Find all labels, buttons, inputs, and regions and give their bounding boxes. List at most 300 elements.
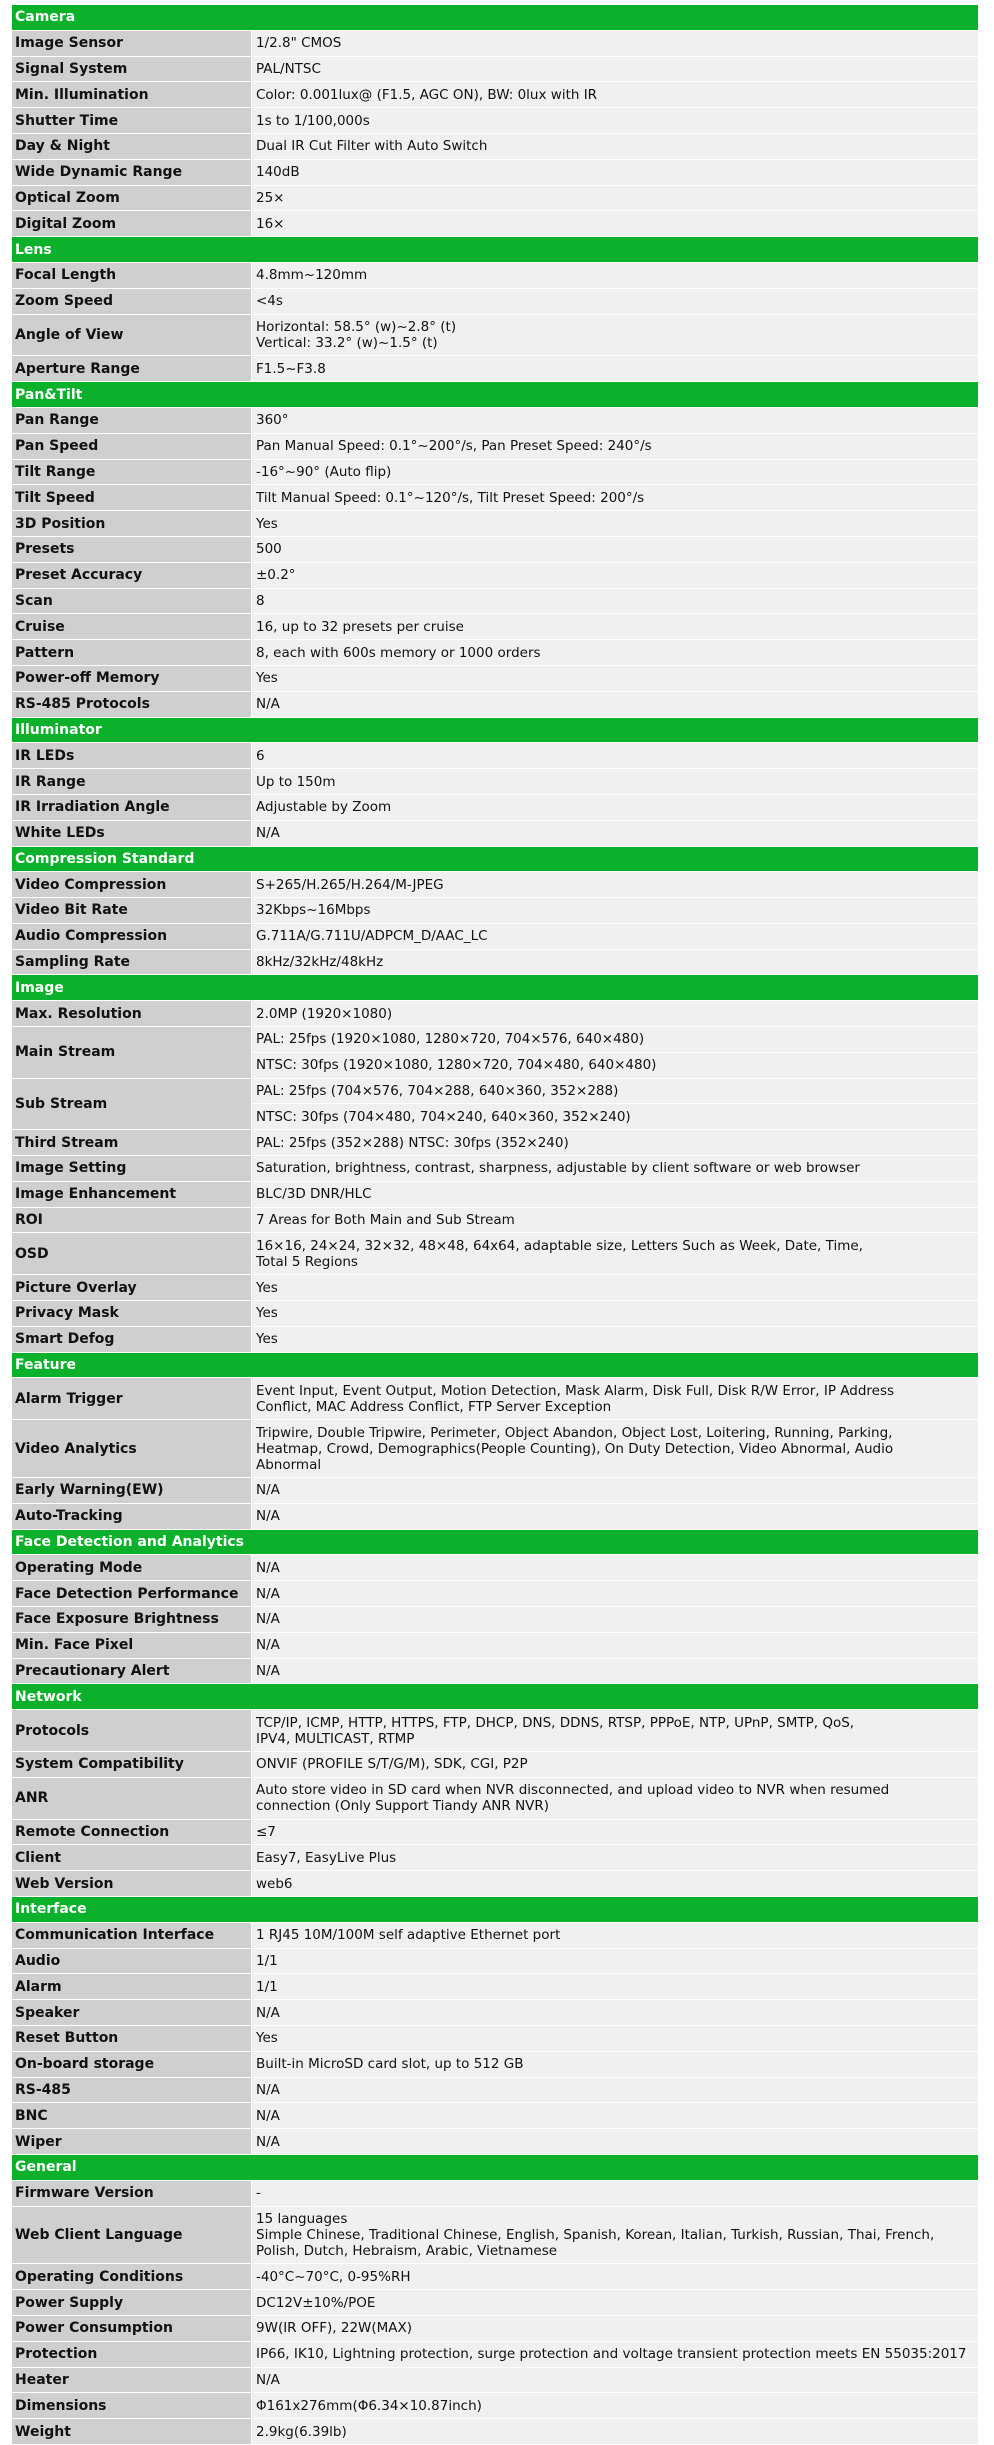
section-header: General <box>12 2155 978 2181</box>
spec-label: IR Range <box>12 769 252 794</box>
spec-value <box>252 1633 978 1658</box>
spec-value <box>252 2103 978 2128</box>
spec-value-line: 9W(IR OFF), 22W(MAX) <box>256 2320 413 2337</box>
spec-value <box>252 2264 978 2289</box>
section-header: Lens <box>12 237 978 263</box>
spec-value-line: 1s to 1/100,000s <box>256 112 370 129</box>
spec-value-line: NTSC: 30fps (704×480, 704×240, 640×360, 352×240) <box>256 1108 631 1125</box>
spec-value-line: Auto store video in SD card when NVR disconnected, and upload video to NVR when resumed <box>256 1782 890 1799</box>
spec-value-line: Yes <box>256 670 278 687</box>
spec-row <box>12 1233 978 1275</box>
spec-value-line: F1.5~F3.8 <box>256 360 326 377</box>
spec-value-line: 4.8mm~120mm <box>256 267 368 284</box>
spec-label: Protection <box>12 2342 252 2367</box>
section-header: Face Detection and Analytics <box>12 1530 978 1556</box>
spec-value <box>252 1156 978 1181</box>
spec-value-line: N/A <box>256 1611 280 1628</box>
spec-label: RS-485 Protocols <box>12 692 252 717</box>
spec-value <box>252 692 978 717</box>
spec-value <box>252 898 978 923</box>
spec-value-line: web6 <box>256 1875 293 1892</box>
spec-row <box>12 1130 978 1156</box>
spec-value <box>252 1275 978 1300</box>
spec-label: Optical Zoom <box>12 186 252 211</box>
spec-value-line: Yes <box>256 1305 278 1322</box>
spec-value-line: Horizontal: 58.5° (w)~2.8° (t) <box>256 318 457 335</box>
spec-value-line: 2.0MP (1920×1080) <box>256 1005 393 1022</box>
spec-value <box>252 134 978 159</box>
spec-value-line: 2.9kg(6.39lb) <box>256 2423 347 2440</box>
spec-value-line: N/A <box>256 2004 280 2021</box>
spec-label: Protocols <box>12 1710 252 1751</box>
spec-value-line: 7 Areas for Both Main and Sub Stream <box>256 1212 515 1229</box>
spec-row <box>12 743 978 769</box>
spec-value-line: N/A <box>256 2371 280 2388</box>
spec-label: Remote Connection <box>12 1820 252 1845</box>
spec-label: OSD <box>12 1233 252 1274</box>
spec-value <box>252 1949 978 1974</box>
spec-label: Preset Accuracy <box>12 563 252 588</box>
spec-value <box>252 537 978 562</box>
spec-value-line: - <box>256 2185 261 2202</box>
spec-label: BNC <box>12 2103 252 2128</box>
spec-row <box>12 1555 978 1581</box>
spec-label: Video Compression <box>12 872 252 897</box>
spec-value-line: 16, up to 32 presets per cruise <box>256 618 464 635</box>
spec-label: Picture Overlay <box>12 1275 252 1300</box>
spec-label: Cruise <box>12 614 252 639</box>
spec-label: Presets <box>12 537 252 562</box>
spec-value-line: 1/1 <box>256 1978 278 1995</box>
spec-value <box>252 485 978 510</box>
spec-label: Face Exposure Brightness <box>12 1607 252 1632</box>
spec-value-line: Dual IR Cut Filter with Auto Switch <box>256 138 488 155</box>
spec-value-line: 8, each with 600s memory or 1000 orders <box>256 644 541 661</box>
spec-row <box>12 57 978 83</box>
spec-label: Sampling Rate <box>12 950 252 975</box>
spec-row <box>12 898 978 924</box>
spec-value-line: PAL: 25fps (1920×1080, 1280×720, 704×576, 640×480) <box>256 1031 645 1048</box>
spec-value-line: PAL: 25fps (704×576, 704×288, 640×360, 352×288) <box>256 1083 619 1100</box>
spec-value <box>252 589 978 614</box>
spec-row <box>12 2419 978 2445</box>
section-header: Interface <box>12 1897 978 1923</box>
spec-row <box>12 692 978 718</box>
spec-value <box>252 872 978 897</box>
spec-label: RS-485 <box>12 2078 252 2103</box>
spec-value <box>252 289 978 314</box>
spec-value <box>252 950 978 975</box>
spec-row <box>12 1275 978 1301</box>
section-header: Image <box>12 975 978 1001</box>
spec-label: IR LEDs <box>12 743 252 768</box>
spec-row <box>12 2103 978 2129</box>
spec-row <box>12 821 978 847</box>
spec-label: Alarm Trigger <box>12 1378 252 1419</box>
spec-row <box>12 1378 978 1420</box>
spec-row <box>12 2078 978 2104</box>
spec-row <box>12 872 978 898</box>
spec-value <box>252 2207 978 2264</box>
spec-value-line: Total 5 Regions <box>256 1253 358 1270</box>
spec-row <box>12 263 978 289</box>
spec-label: ANR <box>12 1778 252 1819</box>
spec-value-line: N/A <box>256 1559 280 1576</box>
spec-value-line: -40°C~70°C, 0-95%RH <box>256 2268 411 2285</box>
spec-value-line: Yes <box>256 1331 278 1348</box>
section-header: Network <box>12 1684 978 1710</box>
spec-row <box>12 2342 978 2368</box>
spec-value-line: Pan Manual Speed: 0.1°~200°/s, Pan Preset Speed: 240°/s <box>256 438 652 455</box>
spec-row <box>12 1778 978 1820</box>
spec-row <box>12 2000 978 2026</box>
spec-label: Digital Zoom <box>12 211 252 236</box>
spec-value-line: IPV4, MULTICAST, RTMP <box>256 1730 415 1747</box>
spec-value-line: 25× <box>256 189 285 206</box>
spec-value <box>252 460 978 485</box>
spec-value-line: Heatmap, Crowd, Demographics(People Counting), On Duty Detection, Video Abnormal, Audio <box>256 1440 894 1457</box>
spec-label: On-board storage <box>12 2052 252 2077</box>
spec-row <box>12 589 978 615</box>
spec-label: Main Stream <box>12 1027 252 1078</box>
spec-row <box>12 640 978 666</box>
spec-label: Face Detection Performance <box>12 1581 252 1606</box>
spec-value-line: PAL: 25fps (352×288) NTSC: 30fps (352×240) <box>256 1134 569 1151</box>
spec-value-line: N/A <box>256 1637 280 1654</box>
spec-value <box>252 2368 978 2393</box>
spec-row <box>12 563 978 589</box>
spec-value-line: N/A <box>256 2081 280 2098</box>
spec-row <box>12 2316 978 2342</box>
spec-label: Reset Button <box>12 2026 252 2051</box>
spec-label: Operating Mode <box>12 1555 252 1580</box>
spec-label: Auto-Tracking <box>12 1504 252 1529</box>
spec-row <box>12 537 978 563</box>
spec-row <box>12 434 978 460</box>
spec-value <box>252 1923 978 1948</box>
spec-value-line: N/A <box>256 1585 280 1602</box>
spec-value <box>252 614 978 639</box>
spec-label: Min. Illumination <box>12 82 252 107</box>
spec-value-line: 8 <box>256 592 265 609</box>
spec-row <box>12 1752 978 1778</box>
spec-value-line: 15 languages <box>256 2210 348 2227</box>
spec-label: Image Setting <box>12 1156 252 1181</box>
spec-value <box>252 2419 978 2444</box>
spec-row <box>12 1420 978 1478</box>
spec-value <box>252 82 978 107</box>
spec-label: Angle of View <box>12 315 252 356</box>
spec-value <box>252 31 978 56</box>
spec-value-line: <4s <box>256 293 283 310</box>
spec-value-line: 6 <box>256 747 265 764</box>
spec-row <box>12 1478 978 1504</box>
section-header: Pan&Tilt <box>12 382 978 408</box>
spec-value-line: Yes <box>256 1279 278 1296</box>
spec-row <box>12 82 978 108</box>
spec-row <box>12 614 978 640</box>
spec-label: Focal Length <box>12 263 252 288</box>
spec-label: Operating Conditions <box>12 2264 252 2289</box>
spec-value-line: ±0.2° <box>256 567 296 584</box>
spec-label: Web Version <box>12 1871 252 1896</box>
spec-label: Power Consumption <box>12 2316 252 2341</box>
spec-row <box>12 408 978 434</box>
spec-label: Sub Stream <box>12 1079 252 1130</box>
spec-value <box>252 160 978 185</box>
spec-label: Aperture Range <box>12 356 252 381</box>
spec-label: Pattern <box>12 640 252 665</box>
spec-value-line: Up to 150m <box>256 773 336 790</box>
spec-row <box>12 769 978 795</box>
spec-label: Shutter Time <box>12 108 252 133</box>
spec-value-line: IP66, IK10, Lightning protection, surge protection and voltage transient protection meets EN 55035:2017 <box>256 2346 967 2363</box>
spec-value-line: Yes <box>256 515 278 532</box>
spec-row <box>12 2181 978 2207</box>
spec-value <box>252 795 978 820</box>
spec-value <box>252 666 978 691</box>
spec-value <box>252 2078 978 2103</box>
spec-label: Communication Interface <box>12 1923 252 1948</box>
spec-label: Power-off Memory <box>12 666 252 691</box>
spec-value <box>252 924 978 949</box>
spec-label: Early Warning(EW) <box>12 1478 252 1503</box>
spec-value-line: Saturation, brightness, contrast, sharpness, adjustable by client software or web browser <box>256 1160 860 1177</box>
spec-value <box>252 1301 978 1326</box>
spec-row <box>12 1182 978 1208</box>
spec-row <box>12 31 978 57</box>
spec-value <box>252 2000 978 2025</box>
spec-value-line: Adjustable by Zoom <box>256 799 392 816</box>
spec-value <box>252 1378 978 1419</box>
spec-row <box>12 2026 978 2052</box>
spec-row <box>12 2052 978 2078</box>
spec-value-line: Tilt Manual Speed: 0.1°~120°/s, Tilt Preset Speed: 200°/s <box>256 489 645 506</box>
spec-label: Image Sensor <box>12 31 252 56</box>
spec-value <box>252 186 978 211</box>
spec-label: Tilt Speed <box>12 485 252 510</box>
spec-value <box>252 2316 978 2341</box>
spec-value <box>252 408 978 433</box>
spec-value <box>252 2181 978 2206</box>
spec-row <box>12 1659 978 1685</box>
spec-label: System Compatibility <box>12 1752 252 1777</box>
spec-value <box>252 1581 978 1606</box>
spec-label: Firmware Version <box>12 2181 252 2206</box>
spec-label: 3D Position <box>12 511 252 536</box>
spec-value <box>252 1420 978 1477</box>
spec-value-line: Polish, Dutch, Hebraism, Arabic, Vietnamese <box>256 2242 558 2259</box>
spec-row <box>12 2129 978 2155</box>
spec-row <box>12 1710 978 1752</box>
spec-value-line: Built-in MicroSD card slot, up to 512 GB <box>256 2056 524 2073</box>
spec-row <box>12 1820 978 1846</box>
spec-value-line: G.711A/G.711U/ADPCM_D/AAC_LC <box>256 928 488 945</box>
spec-value-line: 8kHz/32kHz/48kHz <box>256 954 384 971</box>
spec-label: Pan Speed <box>12 434 252 459</box>
spec-value <box>252 434 978 459</box>
spec-value <box>252 1104 978 1129</box>
spec-value-line: ONVIF (PROFILE S/T/G/M), SDK, CGI, P2P <box>256 1756 528 1773</box>
section-header: Illuminator <box>12 718 978 744</box>
spec-row <box>12 460 978 486</box>
spec-value <box>252 1478 978 1503</box>
spec-value-line: 16×16, 24×24, 32×32, 48×48, 64x64, adaptable size, Letters Such as Week, Date, Time, <box>256 1237 863 1254</box>
spec-value-line: 32Kbps~16Mbps <box>256 902 371 919</box>
spec-value-line: N/A <box>256 1482 280 1499</box>
spec-value-line: 140dB <box>256 164 300 181</box>
spec-label: Privacy Mask <box>12 1301 252 1326</box>
spec-label: Power Supply <box>12 2290 252 2315</box>
spec-value <box>252 1752 978 1777</box>
spec-row <box>12 1581 978 1607</box>
spec-value <box>252 1845 978 1870</box>
spec-value-line: Yes <box>256 2030 278 2047</box>
spec-label: Tilt Range <box>12 460 252 485</box>
spec-label: Third Stream <box>12 1130 252 1155</box>
spec-value-line: Simple Chinese, Traditional Chinese, English, Spanish, Korean, Italian, Turkish, Russian, Thai, French, <box>256 2226 935 2243</box>
spec-row <box>12 1156 978 1182</box>
spec-label: Wide Dynamic Range <box>12 160 252 185</box>
spec-value-line: N/A <box>256 825 280 842</box>
spec-row <box>12 511 978 537</box>
spec-value-line: connection (Only Support Tiandy ANR NVR) <box>256 1798 550 1815</box>
spec-label: Signal System <box>12 57 252 82</box>
spec-value-line: Event Input, Event Output, Motion Detection, Mask Alarm, Disk Full, Disk R/W Error, IP Address <box>256 1382 895 1399</box>
spec-value-line: N/A <box>256 2133 280 2150</box>
spec-row <box>12 1633 978 1659</box>
spec-value-line: 16× <box>256 215 285 232</box>
spec-value <box>252 1001 978 1026</box>
spec-value-line: BLC/3D DNR/HLC <box>256 1186 372 1203</box>
spec-row <box>12 1027 978 1079</box>
section-header: Camera <box>12 5 978 31</box>
spec-value <box>252 1053 978 1078</box>
spec-value <box>252 1233 978 1274</box>
spec-value-line: 1/2.8" CMOS <box>256 35 342 52</box>
spec-row <box>12 1504 978 1530</box>
spec-value <box>252 1555 978 1580</box>
spec-value <box>252 640 978 665</box>
spec-label: Image Enhancement <box>12 1182 252 1207</box>
spec-value <box>252 263 978 288</box>
spec-label: Heater <box>12 2368 252 2393</box>
spec-row <box>12 1607 978 1633</box>
spec-label: Pan Range <box>12 408 252 433</box>
spec-value-line: Abnormal <box>256 1456 322 1473</box>
spec-value-line: 360° <box>256 412 289 429</box>
spec-value <box>252 356 978 381</box>
spec-value <box>252 563 978 588</box>
spec-row <box>12 1079 978 1131</box>
spec-value-line: N/A <box>256 2107 280 2124</box>
spec-row <box>12 1001 978 1027</box>
spec-value <box>252 511 978 536</box>
spec-value-line: DC12V±10%/POE <box>256 2294 376 2311</box>
spec-label: Max. Resolution <box>12 1001 252 1026</box>
spec-value <box>252 1504 978 1529</box>
spec-value <box>252 315 978 356</box>
spec-value <box>252 1208 978 1233</box>
spec-row <box>12 356 978 382</box>
spec-row <box>12 1845 978 1871</box>
spec-row <box>12 950 978 976</box>
spec-value <box>252 1974 978 1999</box>
spec-value <box>252 57 978 82</box>
spec-label: Speaker <box>12 2000 252 2025</box>
spec-label: Audio Compression <box>12 924 252 949</box>
spec-value-line: Vertical: 33.2° (w)~1.5° (t) <box>256 334 438 351</box>
spec-value <box>252 108 978 133</box>
spec-row <box>12 2290 978 2316</box>
spec-value <box>252 1182 978 1207</box>
spec-value <box>252 1607 978 1632</box>
spec-label: Client <box>12 1845 252 1870</box>
spec-row <box>12 795 978 821</box>
spec-value <box>252 743 978 768</box>
spec-value <box>252 2342 978 2367</box>
spec-label: Wiper <box>12 2129 252 2154</box>
spec-label: Weight <box>12 2419 252 2444</box>
spec-row <box>12 186 978 212</box>
spec-row <box>12 1923 978 1949</box>
spec-label: Zoom Speed <box>12 289 252 314</box>
spec-row <box>12 1974 978 2000</box>
spec-value-line: N/A <box>256 1663 280 1679</box>
section-header: Compression Standard <box>12 847 978 873</box>
spec-value <box>252 769 978 794</box>
spec-value <box>252 821 978 846</box>
spec-row <box>12 2207 978 2265</box>
spec-value-line: Φ161x276mm(Φ6.34×10.87inch) <box>256 2397 482 2414</box>
spec-row <box>12 1949 978 1975</box>
spec-row <box>12 289 978 315</box>
spec-row <box>12 211 978 237</box>
spec-value <box>252 1710 978 1751</box>
spec-value <box>252 1871 978 1896</box>
spec-value-line: N/A <box>256 696 280 713</box>
spec-row <box>12 2264 978 2290</box>
spec-row <box>12 134 978 160</box>
spec-label: Video Bit Rate <box>12 898 252 923</box>
spec-row <box>12 666 978 692</box>
spec-value-line: ≤7 <box>256 1823 276 1840</box>
spec-label: Min. Face Pixel <box>12 1633 252 1658</box>
spec-value-line: NTSC: 30fps (1920×1080, 1280×720, 704×480, 640×480) <box>256 1057 657 1074</box>
spec-table <box>12 5 978 2445</box>
spec-value <box>252 2129 978 2154</box>
spec-value-line: Color: 0.001lux@ (F1.5, AGC ON), BW: 0lux with IR <box>256 86 598 103</box>
spec-value <box>252 2026 978 2051</box>
spec-value-line: Easy7, EasyLive Plus <box>256 1849 397 1866</box>
spec-value-line: N/A <box>256 1508 280 1525</box>
spec-value <box>252 1659 978 1684</box>
spec-label: Alarm <box>12 1974 252 1999</box>
spec-row <box>12 1327 978 1353</box>
spec-label: IR Irradiation Angle <box>12 795 252 820</box>
spec-row <box>12 924 978 950</box>
spec-label: Day & Night <box>12 134 252 159</box>
spec-row <box>12 1301 978 1327</box>
section-header: Feature <box>12 1353 978 1379</box>
spec-label: Precautionary Alert <box>12 1659 252 1684</box>
spec-label: Audio <box>12 1949 252 1974</box>
spec-value-line: TCP/IP, ICMP, HTTP, HTTPS, FTP, DHCP, DNS, DDNS, RTSP, PPPoE, NTP, UPnP, SMTP, QoS, <box>256 1714 855 1731</box>
spec-row <box>12 315 978 357</box>
spec-row <box>12 1871 978 1897</box>
spec-value <box>252 1079 978 1105</box>
spec-value-line: Tripwire, Double Tripwire, Perimeter, Object Abandon, Object Lost, Loitering, Running, Parking, <box>256 1424 893 1441</box>
